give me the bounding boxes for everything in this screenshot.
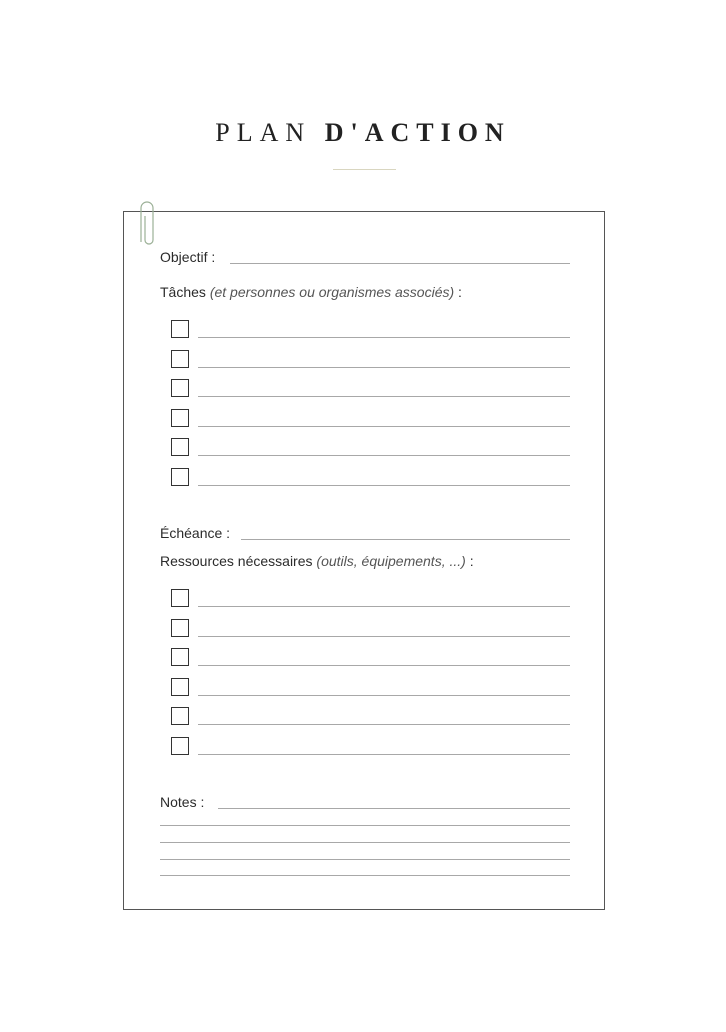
notes-line[interactable] <box>160 859 570 860</box>
task-line[interactable] <box>198 426 570 427</box>
resource-checkbox[interactable] <box>171 707 189 725</box>
task-checkbox[interactable] <box>171 468 189 486</box>
ressources-hint: (outils, équipements, ...) <box>316 553 466 569</box>
resource-line[interactable] <box>198 606 570 607</box>
resource-line[interactable] <box>198 695 570 696</box>
title-part1: PLAN <box>215 118 312 147</box>
echeance-label: Échéance : <box>160 525 231 541</box>
notes-line[interactable] <box>160 875 570 876</box>
notes-line[interactable] <box>160 825 570 826</box>
notes-label: Notes : <box>160 794 205 810</box>
task-line[interactable] <box>198 396 570 397</box>
title-divider <box>333 169 396 170</box>
task-line[interactable] <box>198 337 570 338</box>
ressources-label <box>160 553 474 569</box>
resource-line[interactable] <box>198 665 570 666</box>
echeance-field[interactable] <box>241 539 570 540</box>
notes-field[interactable] <box>218 808 570 809</box>
notes-line[interactable] <box>160 842 570 843</box>
ressources-title: Ressources nécessaires <box>160 553 313 569</box>
task-checkbox[interactable] <box>171 320 189 338</box>
resource-checkbox[interactable] <box>171 648 189 666</box>
taches-label <box>160 284 462 300</box>
resource-line[interactable] <box>198 754 570 755</box>
taches-hint: (et personnes ou organismes associés) <box>209 284 455 300</box>
resource-line[interactable] <box>198 636 570 637</box>
task-checkbox[interactable] <box>171 379 189 397</box>
objectif-label: Objectif : <box>160 249 216 265</box>
resource-checkbox[interactable] <box>171 737 189 755</box>
objectif-field[interactable] <box>230 263 570 264</box>
resource-checkbox[interactable] <box>171 589 189 607</box>
resource-line[interactable] <box>198 724 570 725</box>
resource-checkbox[interactable] <box>171 678 189 696</box>
task-checkbox[interactable] <box>171 438 189 456</box>
task-checkbox[interactable] <box>171 409 189 427</box>
task-line[interactable] <box>198 455 570 456</box>
task-checkbox[interactable] <box>171 350 189 368</box>
ressources-colon: : <box>465 553 474 569</box>
taches-colon: : <box>454 284 462 300</box>
paperclip-icon <box>139 201 155 247</box>
resource-checkbox[interactable] <box>171 619 189 637</box>
taches-title: Tâches <box>160 284 206 300</box>
page-title <box>0 118 726 148</box>
task-line[interactable] <box>198 367 570 368</box>
task-line[interactable] <box>198 485 570 486</box>
title-part2: D'ACTION <box>324 118 511 147</box>
